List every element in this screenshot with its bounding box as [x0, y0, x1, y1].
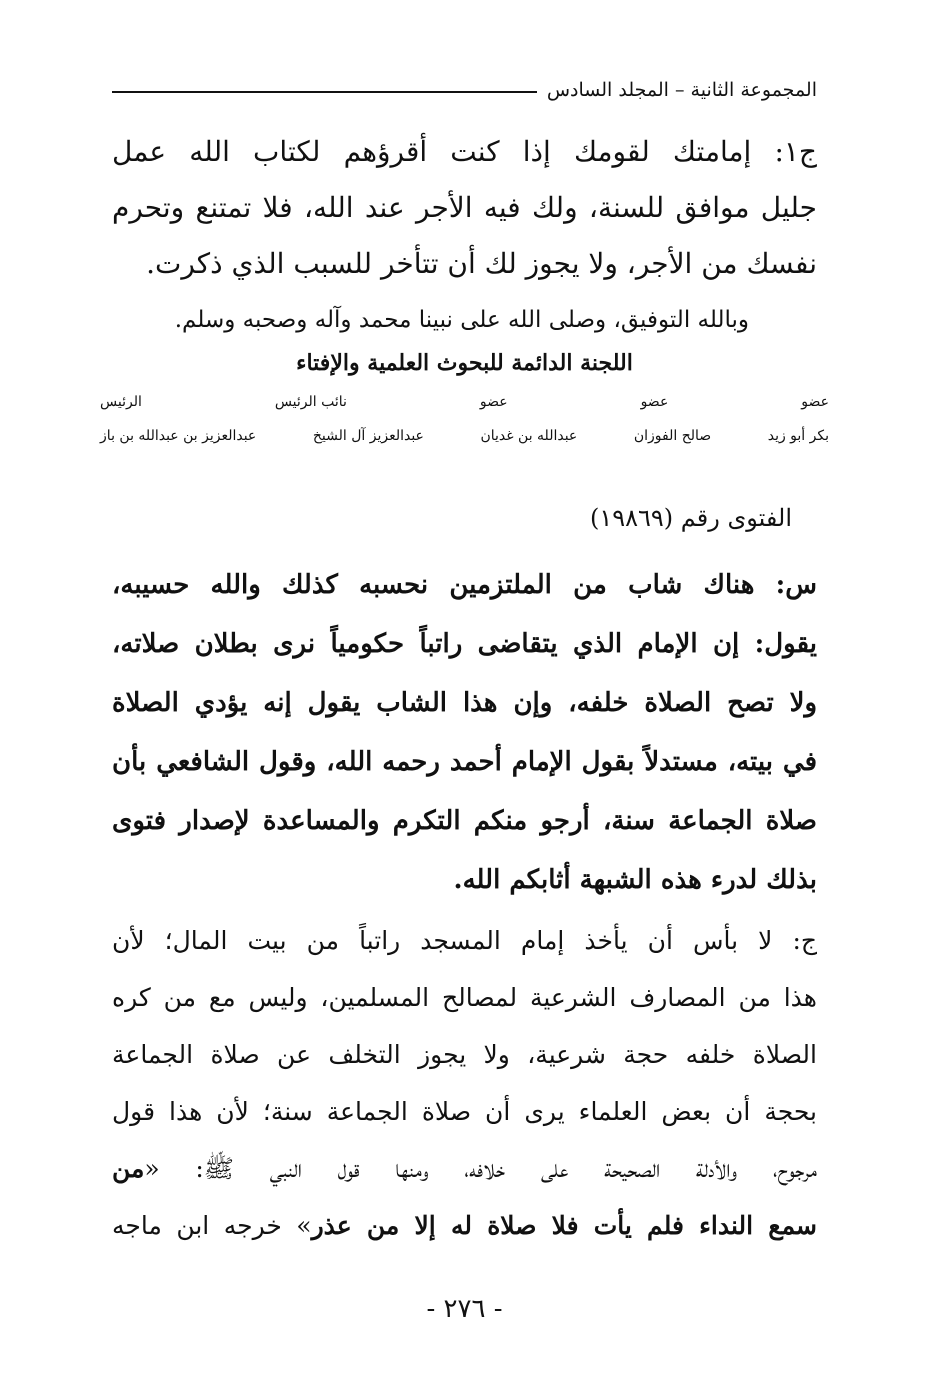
- signature-name: عبدالله بن غديان: [480, 428, 578, 444]
- question-line: ولا تصح الصلاة خلفه، وإن هذا الشاب يقول إنه يؤدي الصلاة: [112, 688, 817, 718]
- committee-name: اللجنة الدائمة للبحوث العلمية والإفتاء: [296, 350, 633, 376]
- signature-role: نائب الرئيس: [274, 394, 347, 410]
- answer-line: هذا من المصارف الشرعية لمصالح المسلمين، وليس مع من كره: [112, 983, 817, 1012]
- signature-role: عضو: [801, 394, 829, 410]
- answer-line: [112, 1140, 817, 1197]
- question: [112, 556, 817, 910]
- answer: [112, 912, 817, 1254]
- signature-name: صالح الفوزان: [633, 428, 712, 444]
- signature-roles: [100, 394, 829, 410]
- answer-line: بحجة أن بعض العلماء يرى أن صلاة الجماعة سنة؛ لأن هذا قول: [112, 1097, 817, 1126]
- question-line: صلاة الجماعة سنة، أرجو منكم التكرم والمساعدة لإصدار فتوى: [112, 806, 817, 836]
- signature-role: عضو: [640, 394, 669, 410]
- previous-answer-line: جليل موافق للسنة، ولك فيه الأجر عند الله، فلا تمتنع وتحرم: [112, 191, 817, 224]
- fatwa-number: الفتوى رقم (١٩٨٦٩): [589, 504, 792, 532]
- signature-name: عبدالعزيز آل الشيخ: [312, 428, 424, 444]
- closing-line: وبالله التوفيق، وصلى الله على نبينا محمد وآله وصحبه وسلم.: [174, 307, 749, 333]
- question-line: س: هناك شاب من الملتزمين نحسبه كذلك والله حسيبه،: [112, 570, 817, 600]
- hadith-quote: سمع النداء فلم يأت فلا صلاة له إلا من عذر: [311, 1211, 817, 1240]
- running-title: المجموعة الثانية – المجلد السادس: [546, 79, 817, 101]
- previous-answer-line: ج١: إمامتك لقومك إذا كنت أقرؤهم لكتاب الله عمل: [112, 135, 817, 168]
- answer-text: » خرجه ابن ماجه: [112, 1211, 312, 1240]
- previous-answer: [112, 124, 817, 292]
- answer-line: الصلاة خلفه حجة شرعية، ولا يجوز التخلف عن صلاة الجماعة: [112, 1040, 817, 1069]
- signature-name: عبدالعزيز بن عبدالله بن باز: [100, 428, 257, 444]
- answer-line: ج: لا بأس أن يأخذ إمام المسجد راتباً من بيت المال؛ لأن: [112, 926, 817, 955]
- running-header: [112, 72, 817, 108]
- question-line: يقول: إن الإمام الذي يتقاضى راتباً حكومياً نرى بطلان صلاته،: [112, 629, 817, 659]
- hadith-quote: من: [112, 1154, 145, 1183]
- signature-names: [100, 428, 829, 444]
- question-line: في بيته، مستدلاً بقول الإمام أحمد رحمه الله، وقول الشافعي بأن: [112, 747, 817, 777]
- answer-line: [112, 1197, 817, 1254]
- signature-role: عضو: [479, 394, 508, 410]
- previous-answer-line: نفسك من الأجر، ولا يجوز لك أن تتأخر للسبب الذي ذكرت.: [146, 247, 817, 280]
- signature-role: الرئيس: [100, 394, 142, 410]
- question-line: بذلك لدرء هذه الشبهة أثابكم الله.: [453, 865, 817, 895]
- page-number: - ٢٧٦ -: [426, 1294, 503, 1324]
- header-rule: [112, 91, 537, 93]
- answer-text: مرجوح، والأدلة الصحيحة على خلافه، ومنها قول النبي ﷺ: «: [144, 1154, 817, 1183]
- signature-name: بكر أبو زيد: [767, 428, 829, 444]
